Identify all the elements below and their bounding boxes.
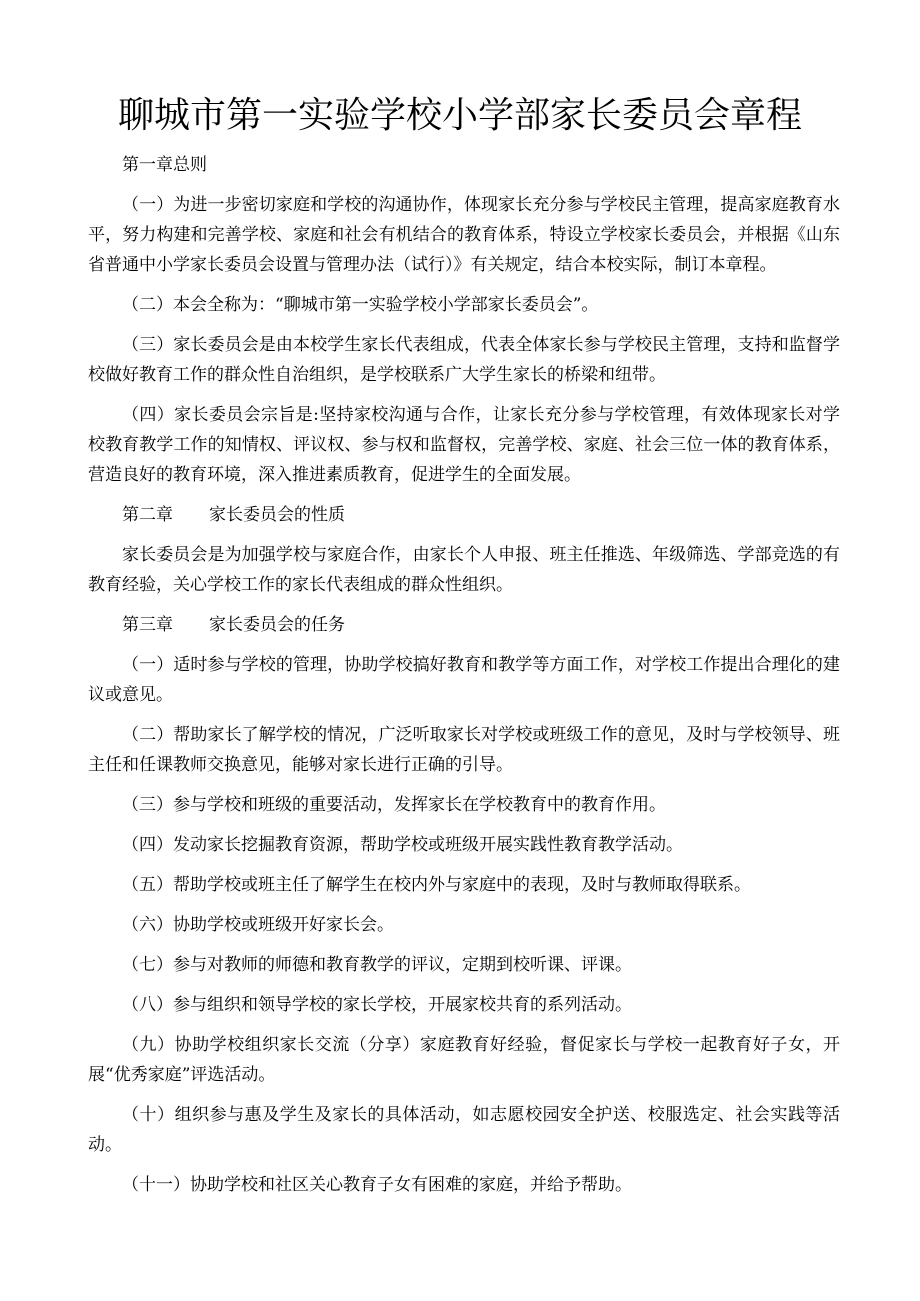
chapter-3-item: （五）帮助学校或班主任了解学生在校内外与家庭中的表现，及时与教师取得联系。: [122, 875, 751, 895]
chapter-3-item: （七）参与对教师的师德和教育教学的评议，定期到校听课、评课。: [122, 955, 632, 975]
chapter-2-name: 家长委员会的性质: [209, 505, 345, 525]
chapter-3-heading: [88, 610, 840, 640]
chapter-1-heading: 第一章总则: [122, 155, 207, 175]
chapter-3-item: （一）适时参与学校的管理，协助学校搞好教育和教学等方面工作，对学校工作提出合理化的建议或意见。: [88, 655, 840, 705]
document-body: [88, 150, 840, 1210]
chapter-3-item: （十一）协助学校和社区关心教育子女有困难的家庭，并给予帮助。: [122, 1175, 632, 1195]
chapter-3-item: （八）参与组织和领导学校的家长学校，开展家校共育的系列活动。: [122, 995, 632, 1015]
chapter-2-label: 第二章: [122, 505, 173, 525]
document-title: 聊城市第一实验学校小学部家长委员会章程: [117, 95, 802, 136]
chapter-3-item: （六）协助学校或班级开好家长会。: [122, 915, 394, 935]
chapter-3-label: 第三章: [122, 615, 173, 635]
chapter-3-item: （九）协助学校组织家长交流（分享）家庭教育好经验，督促家长与学校一起教育好子女，开展“优秀家庭”评选活动。: [88, 1035, 840, 1085]
chapter-2-heading: [88, 500, 840, 530]
chapter-3-name: 家长委员会的任务: [209, 615, 345, 635]
chapter-1-paragraph-4: （四）家长委员会宗旨是:坚持家校沟通与合作，让家长充分参与学校管理，有效体现家长对学校教育教学工作的知情权、评议权、参与权和监督权，完善学校、家庭、社会三位一体的教育体系，营造良好的教育环境，深入推进素质教育，促进学生的全面发展。: [88, 405, 840, 485]
chapter-3-item: （三）参与学校和班级的重要活动，发挥家长在学校教育中的教育作用。: [122, 795, 666, 815]
chapter-3-item: （十）组织参与惠及学生及家长的具体活动，如志愿校园安全护送、校服选定、社会实践等活动。: [88, 1105, 840, 1155]
chapter-3-item: （二）帮助家长了解学校的情况，广泛听取家长对学校或班级工作的意见，及时与学校领导、班主任和任课教师交换意见，能够对家长进行正确的引导。: [88, 725, 840, 775]
chapter-1-paragraph-1: （一）为进一步密切家庭和学校的沟通协作，体现家长充分参与学校民主管理，提高家庭教育水平，努力构建和完善学校、家庭和社会有机结合的教育体系，特设立学校家长委员会，并根据《山东省普通中小学家长委员会设置与管理办法（试行）》有关规定，结合本校实际，制订本章程。: [88, 195, 840, 275]
chapter-1-paragraph-3: （三）家长委员会是由本校学生家长代表组成，代表全体家长参与学校民主管理，支持和监督学校做好教育工作的群众性自治组织，是学校联系广大学生家长的桥梁和纽带。: [88, 335, 840, 385]
chapter-1-paragraph-2: （二）本会全称为：“聊城市第一实验学校小学部家长委员会”。: [122, 295, 599, 315]
chapter-3-item: （四）发动家长挖掘教育资源，帮助学校或班级开展实践性教育教学活动。: [122, 835, 683, 855]
chapter-2-paragraph-1: 家长委员会是为加强学校与家庭合作，由家长个人申报、班主任推选、年级筛选、学部竞选的有教育经验，关心学校工作的家长代表组成的群众性组织。: [88, 545, 840, 595]
